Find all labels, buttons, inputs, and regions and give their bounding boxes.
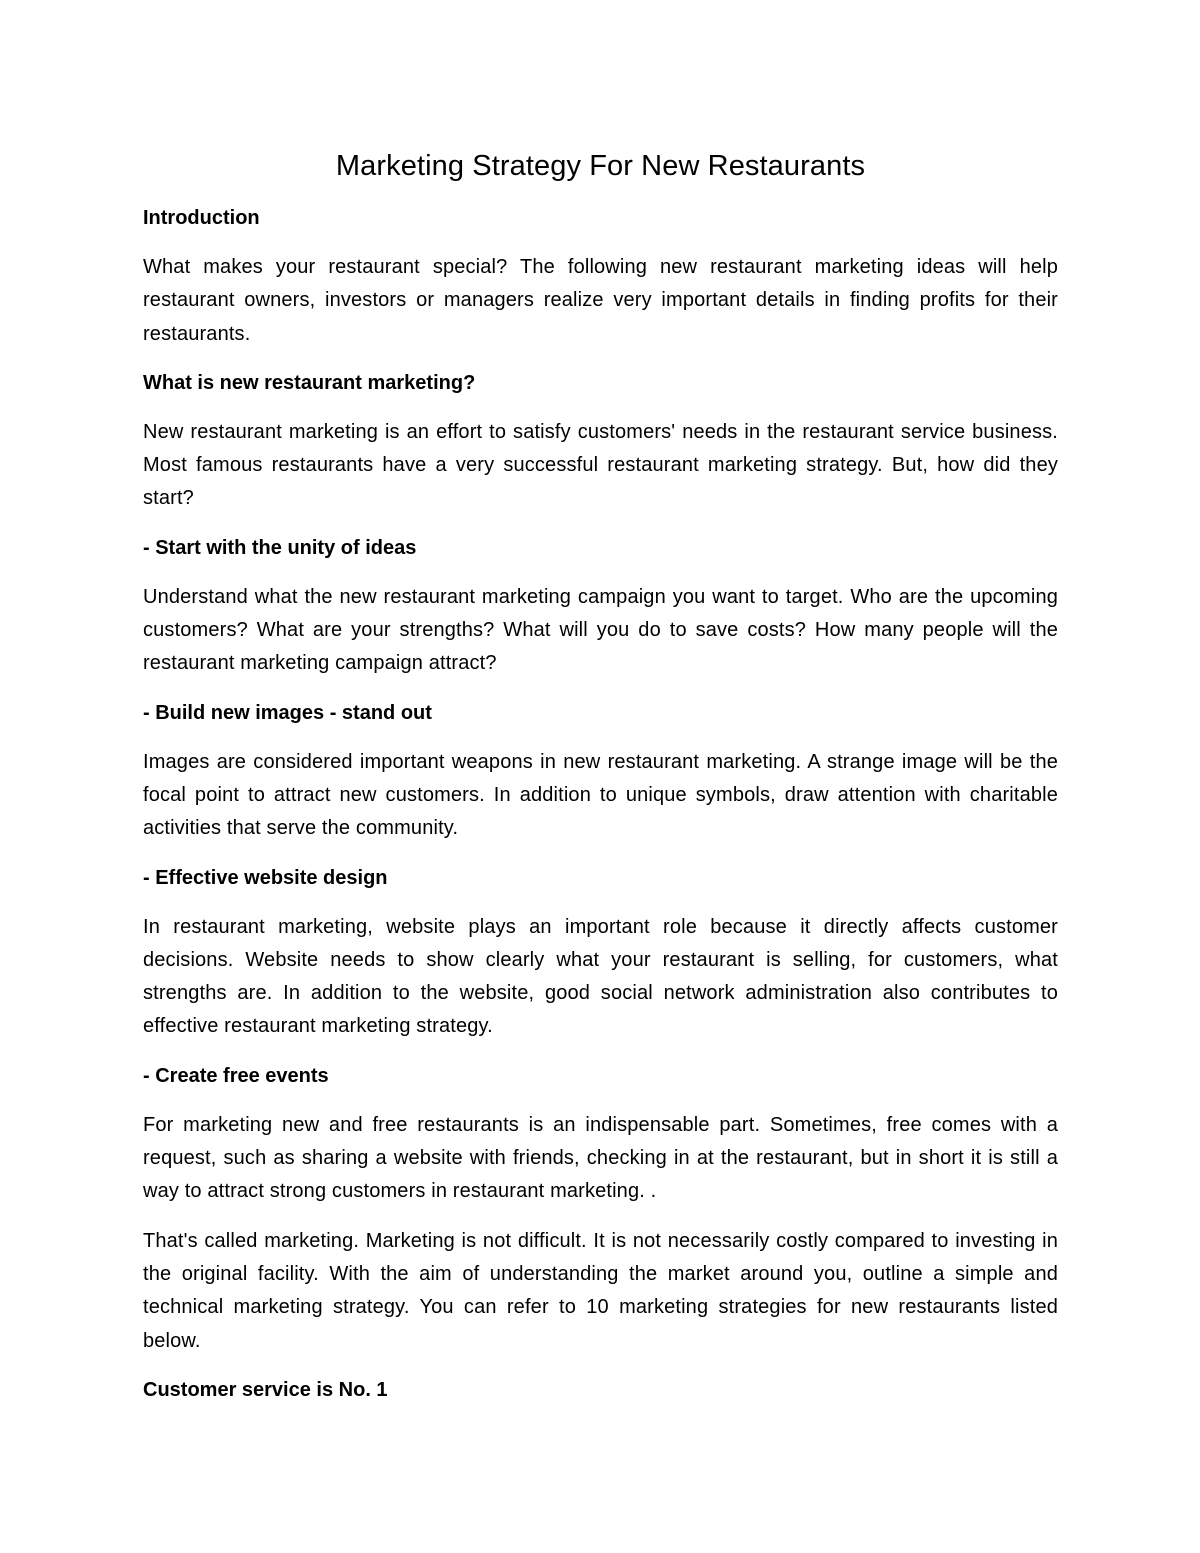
section-heading-free-events: - Create free events (143, 1064, 329, 1087)
section-heading-unity-of-ideas: - Start with the unity of ideas (143, 536, 417, 559)
paragraph-unity-of-ideas: Understand what the new restaurant marketing campaign you want to target. Who are the upcoming customers? What are your strengths? What will you do to save costs? How many people will the restaurant marketing campaign attract? (143, 585, 1058, 675)
paragraph-build-images: Images are considered important weapons in new restaurant marketing. A strange image will be the focal point to attract new customers. In addition to unique symbols, draw attention with charitable activities that serve the community. (143, 750, 1058, 840)
paragraph-what-is-marketing: New restaurant marketing is an effort to satisfy customers' needs in the restaurant service business. Most famous restaurants have a very successful restaurant marketing strategy. But, how did they start? (143, 420, 1058, 510)
paragraph-website-design: In restaurant marketing, website plays an important role because it directly affects customer decisions. Website needs to show clearly what your restaurant is selling, for customers, what strengths are. In addition to the website, good social network administration also contributes to effective restaurant marketing strategy. (143, 915, 1058, 1038)
document-title: Marketing Strategy For New Restaurants (335, 150, 866, 182)
section-heading-introduction: Introduction (143, 207, 260, 229)
section-heading-website-design: - Effective website design (143, 866, 388, 889)
paragraph-introduction: What makes your restaurant special? The following new restaurant marketing ideas will help restaurant owners, investors or managers realize very important details in finding profits for their restaurants. (143, 256, 1058, 345)
document-body (143, 148, 1058, 1423)
paragraph-free-events: For marketing new and free restaurants is an indispensable part. Sometimes, free comes with a request, such as sharing a website with friends, checking in at the restaurant, but in short it is still a way to attract strong customers in restaurant marketing. . (143, 1113, 1058, 1203)
section-heading-what-is-marketing: What is new restaurant marketing? (143, 371, 476, 394)
section-heading-customer-service: Customer service is No. 1 (143, 1378, 388, 1401)
paragraph-marketing-summary: That's called marketing. Marketing is not difficult. It is not necessarily costly compared to investing in the original facility. With the aim of understanding the market around you, outline a simple and technical marketing strategy. You can refer to 10 marketing strategies for new restaurants listed below. (143, 1229, 1058, 1352)
section-heading-build-images: - Build new images - stand out (143, 701, 432, 724)
